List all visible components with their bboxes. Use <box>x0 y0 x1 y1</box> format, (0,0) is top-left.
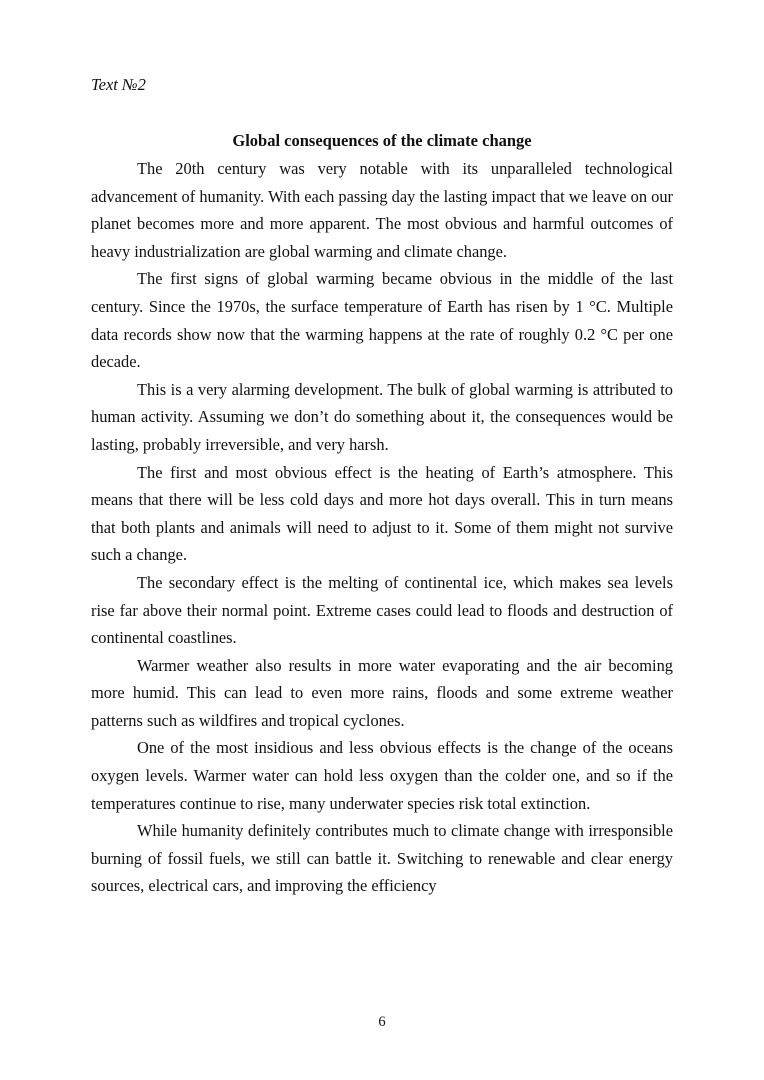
paragraph-1: The 20th century was very notable with its unparalleled technological advancement of humanity. With each passing day the lasting impact that we leave on our planet becomes more and more apparent. The most obvious and harmful outcomes of heavy industrialization are global warming and climate change. <box>91 159 673 261</box>
paragraph-6: Warmer weather also results in more water evaporating and the air becoming more humid. This can lead to even more rains, floods and some extreme weather patterns such as wildfires and tropical cyclones. <box>91 655 673 730</box>
page-number: 6 <box>378 1014 386 1030</box>
document-title: Global consequences of the climate change <box>232 131 532 150</box>
paragraph-7: One of the most insidious and less obvious effects is the change of the oceans oxygen levels. Warmer water can hold less oxygen than the colder one, and so if the temperatures continue to rise, many underwater species risk total extinction. <box>91 738 673 813</box>
paragraph-5: The secondary effect is the melting of continental ice, which makes sea levels rise far above their normal point. Extreme cases could lead to floods and destruction of continental coastlines. <box>91 572 673 648</box>
text-label: Text №2 <box>91 75 146 94</box>
body-text <box>91 155 673 900</box>
paragraph-3: This is a very alarming development. The bulk of global warming is attributed to human activity. Assuming we don’t do something about it, the consequences would be lasting, probably irreversible, and very harsh. <box>91 379 673 454</box>
paragraph-4: The first and most obvious effect is the heating of Earth’s atmosphere. This means that there will be less cold days and more hot days overall. This in turn means that both plants and animals will need to adjust to it. Some of them might not survive such a change. <box>91 462 673 565</box>
paragraph-2: The first signs of global warming became obvious in the middle of the last century. Since the 1970s, the surface temperature of Earth has risen by 1 °C. Multiple data records show now that the warming happens at the rate of roughly 0.2 °C per one decade. <box>91 269 673 372</box>
paragraph-8: While humanity definitely contributes much to climate change with irresponsible burning of fossil fuels, we still can battle it. Switching to renewable and clear energy sources, electrical cars, and improving the efficiency <box>91 821 673 896</box>
